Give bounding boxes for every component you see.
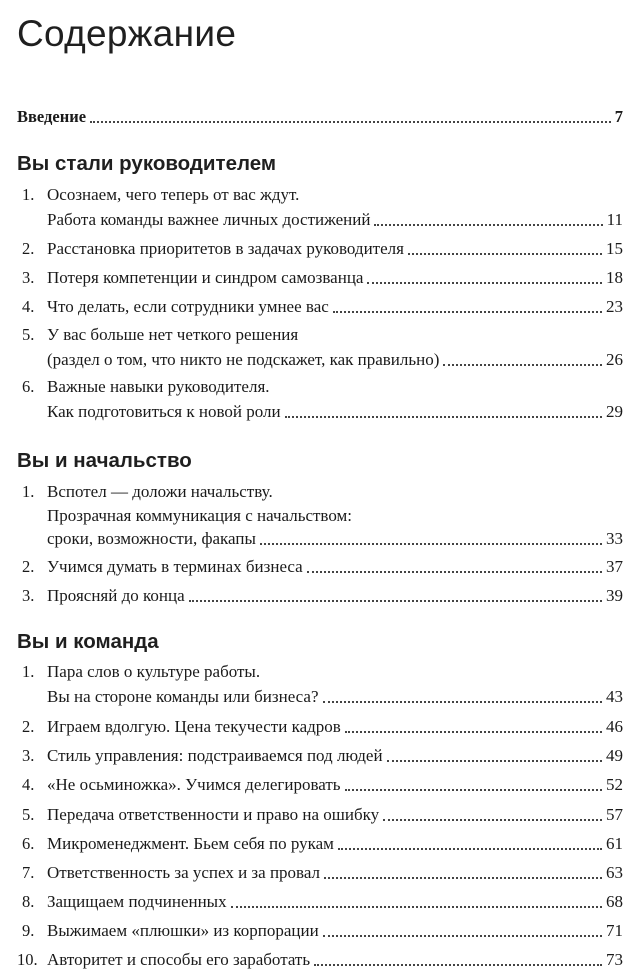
toc-entry[interactable]	[17, 861, 623, 885]
dot-leader	[345, 731, 602, 733]
entry-label: Введение	[17, 107, 87, 126]
dot-leader	[314, 964, 602, 966]
toc-entry[interactable]	[17, 890, 623, 914]
page-number: 29	[606, 402, 623, 421]
entry-number: 1.	[22, 662, 35, 681]
toc-entry[interactable]	[17, 773, 623, 797]
entry-label: Прозрачная коммуникация с начальством:	[47, 506, 352, 525]
dot-leader	[387, 760, 602, 762]
page-number: 11	[606, 210, 623, 229]
page-number: 52	[606, 775, 623, 794]
page-number: 61	[606, 834, 623, 853]
entry-number: 6.	[22, 377, 35, 396]
toc-entry[interactable]	[17, 237, 623, 261]
toc-entry[interactable]	[17, 480, 623, 504]
entry-label: сроки, возможности, факапы	[47, 529, 256, 548]
dot-leader	[285, 416, 602, 418]
dot-leader	[307, 571, 602, 573]
entry-number: 8.	[22, 892, 35, 911]
entry-number: 6.	[22, 834, 35, 853]
toc-entry[interactable]	[17, 295, 623, 319]
toc-entry[interactable]	[17, 323, 623, 347]
section-heading-0: Вы стали руководителем	[17, 152, 277, 175]
page-number: 26	[606, 350, 623, 369]
entry-label: Играем вдолгую. Цена текучести кадров	[47, 717, 341, 736]
toc-entry[interactable]	[17, 832, 623, 856]
page-number: 46	[606, 717, 623, 736]
entry-label: Защищаем подчиненных	[47, 892, 227, 911]
entry-number: 10.	[17, 950, 38, 969]
toc-entry-cont[interactable]	[17, 208, 623, 232]
entry-number: 1.	[22, 482, 35, 501]
entry-label: У вас больше нет четкого решения	[47, 325, 299, 344]
entry-label: Микроменеджмент. Бьем себя по рукам	[47, 834, 334, 853]
dot-leader	[374, 224, 602, 226]
entry-label: Стиль управления: подстраиваемся под людей	[47, 746, 383, 765]
toc-entry[interactable]	[17, 948, 623, 972]
toc-entry[interactable]	[17, 715, 623, 739]
entry-label: Проясняй до конца	[47, 586, 185, 605]
toc-entry[interactable]	[17, 266, 623, 290]
page-number: 68	[606, 892, 623, 911]
page-number: 49	[606, 746, 623, 765]
entry-number: 2.	[22, 239, 35, 258]
page-number: 37	[606, 557, 623, 576]
dot-leader	[231, 906, 602, 908]
entry-number: 5.	[22, 325, 35, 344]
entry-label: Учимся думать в терминах бизнеса	[47, 557, 303, 576]
dot-leader	[383, 819, 602, 821]
dot-leader	[324, 877, 602, 879]
toc-entry[interactable]	[17, 744, 623, 768]
page-number: 71	[606, 921, 623, 940]
entry-number: 4.	[22, 775, 35, 794]
toc-entry-cont[interactable]	[17, 400, 623, 424]
dot-leader	[333, 311, 602, 313]
toc-entry[interactable]	[17, 375, 623, 399]
toc-entry-cont[interactable]	[17, 685, 623, 709]
page-number: 15	[606, 239, 623, 258]
page-title: Содержание	[17, 13, 237, 54]
entry-label: Расстановка приоритетов в задачах руководителя	[47, 239, 404, 258]
entry-number: 3.	[22, 746, 35, 765]
section-heading-1: Вы и начальство	[17, 449, 192, 472]
page-number: 63	[606, 863, 623, 882]
dot-leader	[338, 848, 602, 850]
entry-label: Пара слов о культуре работы.	[47, 662, 261, 681]
section-heading-2: Вы и команда	[17, 630, 159, 653]
page-number: 73	[606, 950, 623, 969]
page-number: 23	[606, 297, 623, 316]
toc-entry[interactable]	[17, 803, 623, 827]
entry-label: Вспотел — доложи начальству.	[47, 482, 273, 501]
entry-number: 4.	[22, 297, 35, 316]
dot-leader	[345, 789, 602, 791]
entry-label: Вы на стороне команды или бизнеса?	[47, 687, 319, 706]
dot-leader	[323, 935, 602, 937]
page-number: 43	[606, 687, 623, 706]
toc-entry[interactable]	[17, 660, 623, 684]
entry-label: Как подготовиться к новой роли	[47, 402, 281, 421]
entry-label: Ответственность за успех и за провал	[47, 863, 321, 882]
toc-entry-cont[interactable]	[17, 527, 623, 551]
page-number: 57	[606, 805, 623, 824]
entry-number: 1.	[22, 185, 35, 204]
entry-number: 3.	[22, 268, 35, 287]
toc-entry[interactable]	[17, 584, 623, 608]
toc-entry-cont[interactable]	[17, 504, 623, 528]
page-number: 7	[614, 107, 623, 126]
toc-entry[interactable]	[17, 183, 623, 207]
entry-number: 7.	[22, 863, 35, 882]
entry-label: Важные навыки руководителя.	[47, 377, 270, 396]
entry-number: 5.	[22, 805, 35, 824]
dot-leader	[367, 282, 602, 284]
toc-entry-intro[interactable]	[17, 105, 623, 129]
toc-entry[interactable]	[17, 555, 623, 579]
dot-leader	[260, 543, 602, 545]
entry-label: Авторитет и способы его заработать	[47, 950, 311, 969]
dot-leader	[323, 701, 602, 703]
entry-label: Что делать, если сотрудники умнее вас	[47, 297, 329, 316]
entry-label: Работа команды важнее личных достижений	[47, 210, 371, 229]
toc-entry[interactable]	[17, 919, 623, 943]
page-number: 33	[606, 529, 623, 548]
entry-label: Передача ответственности и право на ошибку	[47, 805, 380, 824]
dot-leader	[443, 364, 602, 366]
entry-number: 9.	[22, 921, 35, 940]
toc-entry-cont[interactable]	[17, 348, 623, 372]
entry-label: (раздел о том, что никто не подскажет, как правильно)	[47, 350, 440, 369]
page-number: 18	[606, 268, 623, 287]
page-number: 39	[606, 586, 623, 605]
entry-label: Осознаем, чего теперь от вас ждут.	[47, 185, 300, 204]
dot-leader	[189, 600, 602, 602]
entry-number: 2.	[22, 717, 35, 736]
entry-label: «Не осьминожка». Учимся делегировать	[47, 775, 341, 794]
entry-number: 3.	[22, 586, 35, 605]
entry-label: Потеря компетенции и синдром самозванца	[47, 268, 364, 287]
entry-number: 2.	[22, 557, 35, 576]
dot-leader	[408, 253, 602, 255]
dot-leader	[90, 121, 611, 123]
entry-label: Выжимаем «плюшки» из корпорации	[47, 921, 319, 940]
